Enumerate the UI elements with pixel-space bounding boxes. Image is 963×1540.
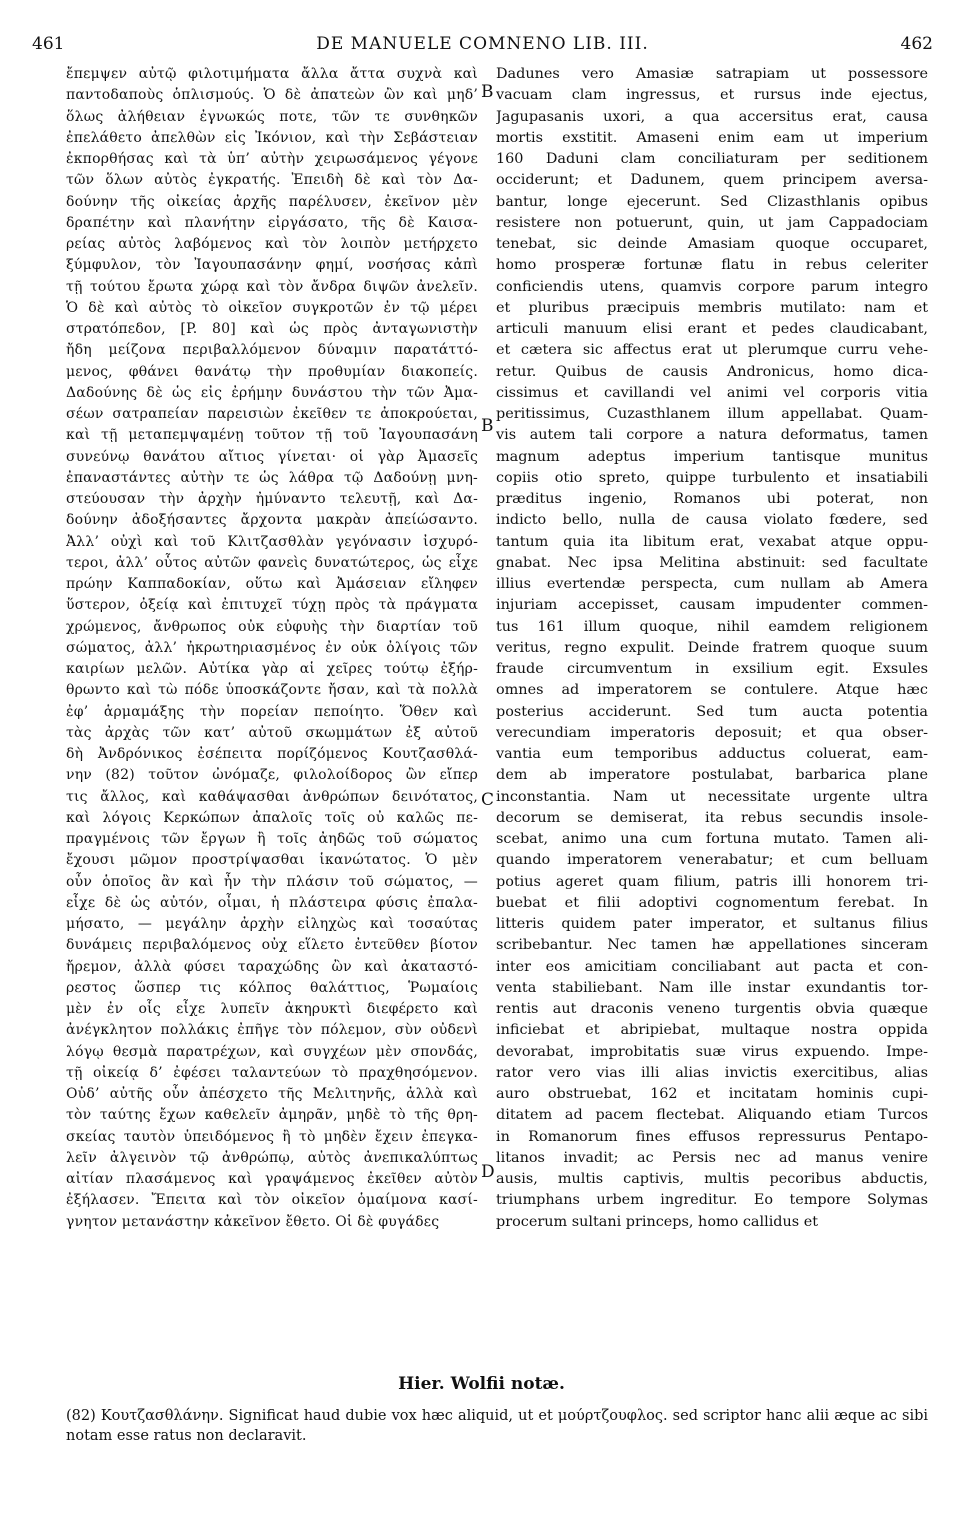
latin-text-line: inficiebat et abripiebat, multaque nostra oppida	[496, 1022, 928, 1039]
greek-text-line: ἔχουσι μῶμον προστρίψασθαι ἱκανώτατος. Ὁ μὲν	[66, 852, 478, 869]
greek-text-line: ἐπαναστάντες αὐτὴν τε ὡς λάθρα τῷ Δαδούνῃ μνη-	[66, 469, 478, 486]
section-marker-d: D	[481, 1162, 495, 1182]
latin-text-line: inter eos amicitiam conciliabant aut pacta et con-	[496, 958, 928, 975]
greek-text-line: θρωντο καὶ τὼ πόδε ὑποσκάζοντε ἤσαν, καὶ τὰ πολλὰ	[66, 682, 478, 699]
greek-text-line: στεύουσαν τὴν ἀρχὴν ἠμύναντο τελευτῇ, καὶ Δα-	[66, 491, 478, 507]
latin-text-line: inconstantia. Nam ut necessitate urgente ultra	[496, 788, 928, 805]
greek-column	[66, 64, 478, 1233]
greek-text-line: μήσατο, — μεγάλην ἀρχὴν εἰληχὼς καὶ τοσαύτας	[66, 916, 478, 932]
latin-text-line: copiis otio spreto, quippe turbulento et insatiabili	[496, 469, 928, 486]
latin-text-line: injuriam accepisset, causam impudenter commen-	[496, 597, 928, 614]
latin-text-line: præditus ingenio, Romanos ubi poterat, non	[496, 491, 928, 507]
greek-text-line: συνεύνῳ θανάτου αἴτιος γίνεται· οἱ γὰρ Ἀμασεῖς	[66, 448, 478, 465]
latin-text-line: vacuam clam ingressus, et rursus inde ejectus,	[496, 87, 928, 104]
latin-text-line: litteris quidem pater imperator, et sultanus filius	[496, 916, 928, 932]
latin-text-line: illius evertendæ perspecta, cum nullam ab Amera	[496, 576, 928, 592]
greek-text-line: ὅλως ἀλήθειαν ἐγνωκώς ποτε, τῶν τε συνθηκῶν	[66, 108, 478, 125]
latin-text-line: peritissimus, Cuzasthlanem illum appellabat. Quam-	[496, 406, 928, 422]
latin-text-line: fraude circumventum in exsilium egit. Exsules	[496, 661, 928, 677]
greek-text-line: τὰς ἀρχὰς τῶν κατ’ αὐτοῦ σκωμμάτων ἐξ αὐτοῦ	[66, 724, 478, 741]
latin-text-line: litanos invadit; ac Persis nec ad manus venire	[496, 1149, 928, 1166]
latin-text-line: occiderunt; et Dadunem, quem principem aversa-	[496, 172, 928, 189]
latin-text-line: tenebat, sic deinde Amasiam quoque occuparet,	[496, 236, 928, 252]
greek-text-line: καὶ λόγοις Κερκώπων ἀπαλοῖς τοῖς οὐ καλῶς πε-	[66, 809, 478, 826]
left-page-number: 461	[32, 34, 65, 54]
section-marker-b: B	[481, 82, 494, 102]
latin-text-line: in Romanorum fines effusos repressurus Pentapo-	[496, 1128, 928, 1145]
greek-text-line: ἐπελάθετο ἀπελθὼν εἰς Ἰκόνιον, καὶ τὴν Σεβάστειαν	[66, 129, 478, 146]
running-title: DE MANUELE COMNENO LIB. III.	[316, 34, 649, 54]
latin-text-line: vis autem tali corpore a natura deformatus, tamen	[496, 427, 928, 444]
greek-text-line: γνητον μετανάστην κἀκεῖνον ἔθετο. Οἱ δὲ φυγάδες	[66, 1213, 440, 1230]
latin-text-line: auro obstruebat, 162 et incitatam hominis cupi-	[496, 1086, 928, 1102]
greek-text-line: ρείας αὐτὸς λαβόμενος καὶ τὸν λοιπὸν μετήρχετο	[66, 236, 478, 252]
latin-text-line: magnum adeptus imperium tantisque munitus	[496, 448, 928, 465]
latin-text-line: et pluribus præcipuis membris mutilato: nam et	[496, 299, 928, 316]
latin-text-line: scebat, animo una cum fortuna mutato. Tamen ali-	[496, 831, 928, 847]
section-marker-b-second: B	[481, 416, 494, 436]
greek-text-line: παντοδαποὺς ὁπλισμούς. Ὁ δὲ ἀπατεὼν ὢν καὶ μηδ’	[66, 87, 478, 104]
greek-text-line: δούνην ἀδοξήσαντες ἄρχοντα μακρὰν ἀπείώσαντο.	[66, 512, 478, 529]
latin-text-line: buebat et filii adoptivi cognomentum ferebat. In	[496, 894, 928, 911]
greek-text-line: δραπέτην καὶ πλανήτην εἰργάσατο, τῆς δὲ Καισα-	[66, 214, 478, 231]
footnote-text: (82) Κουτζασθλάνην. Significat haud dubie vox hæc aliquid, ut et μούρτζουφλος. sed scriptor hanc alii æque ac sibi notam esse ratus non declaravit.	[66, 1408, 928, 1444]
footnote	[66, 1406, 928, 1446]
greek-text-line: ἤρεμον, ἀλλὰ φύσει ταραχώδης ὢν καὶ ἀκαταστό-	[66, 958, 478, 975]
greek-text-line: ἔπεμψεν αὐτῷ φιλοτιμήματα ἄλλα ἄττα συχνὰ καὶ	[66, 66, 478, 82]
latin-text-line: 160 Daduni clam conciliaturam per seditionem	[496, 151, 928, 167]
greek-text-line: πρώην Καππαδοκίαν, οὕτω καὶ Ἀμάσειαν εἴληφεν	[66, 576, 478, 592]
greek-text-line: χρώμενος, ἄνθρωπος οὐκ εὐφυὴς τὴν διαρτίαν τοῦ	[66, 618, 478, 635]
greek-text-line: σέων σατραπείαν παρεισιὼν ἐκεῖθεν τε ἀποκρούεται,	[66, 406, 478, 422]
greek-text-line: σώματος, ἀλλ’ ἠκρωτηριασμένος ἐν οὐκ ὀλίγοις τῶν	[66, 639, 478, 656]
greek-text-line: νην (82) τοῦτον ὠνόμαζε, φιλολοίδορος ὢν εἴπερ	[66, 767, 478, 784]
latin-text-line: bantur, longe ejecerunt. Sed Clizasthlanis opibus	[496, 193, 928, 210]
greek-text-line: οὖν ὁποῖος ἂν καὶ ἦν τὴν πλάσιν τοῦ σώματος, —	[66, 873, 478, 890]
latin-text-line: omnes ad imperatorem se contulere. Atque hæc	[496, 682, 928, 699]
latin-text-line: indicto bello, nulla de causa violato fœdere, sed	[496, 512, 928, 529]
latin-text-line: cissimus et cavillandi vel animi vel corporis vitia	[496, 384, 928, 401]
greek-text-line: καιρίων μελῶν. Αὐτίκα γὰρ αἱ χεῖρες τούτῳ ἐξήρ-	[66, 661, 478, 677]
latin-text-line: triumphans urbem ingreditur. Eo tempore Solymas	[496, 1192, 928, 1209]
greek-text-line: ὕστερον, ὀξείᾳ καὶ ἐπιτυχεῖ τύχῃ πρὸς τὰ πράγματα	[66, 597, 478, 614]
greek-text-line: μὲν ἐν οἷς εἶχε λυπεῖν ἀκηρυκτὶ διεφέρετο καὶ	[66, 1001, 478, 1017]
greek-text-line: Ἀλλ’ οὐχὶ καὶ τοῦ Κλιτζασθλὰν γεγόνασιν ἰσχυρό-	[66, 533, 478, 550]
latin-text-line: tantum quia ita libitum erat, vexabat atque oppu-	[496, 533, 928, 550]
greek-text-line: τὸν ταύτης ἔχων καθελεῖν ἀμηρᾶν, μηδὲ τὸ τῆς θρη-	[66, 1107, 478, 1124]
latin-text-line: dem ab imperatore postulabat, barbarica plane	[496, 767, 928, 784]
greek-text-line: Οὐδ’ αὐτῆς οὖν ἀπέσχετο τῆς Μελιτηνῆς, ἀλλὰ καὶ	[66, 1086, 478, 1102]
greek-text-line: δὴ Ἀνδρόνικος ἐσέπειτα πορίζόμενος Κουτζασθλά-	[66, 746, 478, 762]
greek-text-line: τις ἄλλος, καὶ καθάψασθαι ἀνθρώπων δεινότατος,	[66, 788, 478, 805]
latin-text-line: retur. Quibus de causis Andronicus, homo dica-	[496, 363, 928, 380]
latin-text-line: gnabat. Nec ipsa Melitina abstinuit: sed facultate	[496, 554, 928, 571]
latin-text-line: ditatem ad pacem flectebat. Aliquando etiam Turcos	[496, 1107, 928, 1124]
greek-text-line: τῇ τούτου ἔρωτα χώρᾳ καὶ τὸν ἄνδρα διψῶν ἀνελεῖν.	[66, 278, 478, 295]
greek-text-line: ἐφ’ ἁρμαμάξης τὴν πορείαν πεποίητο. Ὅθεν καὶ	[66, 703, 478, 720]
greek-text-line: ἤδη μείζονα περιβαλλόμενον δύναμιν παρατάττό-	[66, 342, 478, 359]
latin-text-line: veritus, regno expulit. Deinde fratrem quoque suum	[496, 639, 928, 656]
section-marker-c: C	[481, 790, 495, 810]
latin-text-line: resistere non potuerunt, quin, ut jam Cappadociam	[496, 214, 928, 231]
greek-text-line: ἀνέγκλητον πολλάκις ἐπῆγε τὸν πόλεμον, σὺν οὐδενὶ	[66, 1022, 478, 1039]
latin-text-line: articuli manuum elisi erant et pedes claudicabant,	[496, 321, 928, 337]
latin-text-line: homo prosperæ fortunæ flatu in rebus celeriter	[496, 257, 928, 274]
latin-text-line: decorum se demiserat, ita rebus secundis insole-	[496, 809, 928, 826]
latin-text-line: Dadunes vero Amasiæ satrapiam ut possessore	[496, 66, 928, 82]
greek-text-line: δούνην τῆς οἰκείας ἀρχῆς παρέλυσεν, ἐκεῖνον μὲν	[66, 193, 478, 210]
greek-text-line: εἶχε δὲ ὡς αὐτόν, οἶμαι, ἡ πλάστειρα φύσις ἐπαλα-	[66, 894, 478, 911]
greek-text-line: τῇ οἰκείᾳ δ’ ἐφέσει ταλαντεύων τὸ πραχθησόμενον.	[66, 1064, 478, 1081]
greek-text-line: ἐκπορθήσας καὶ τὰ ὑπ’ αὐτὴν χειρωσάμενος γέγονε	[66, 151, 478, 167]
notes-heading: Hier. Wolfii notæ.	[398, 1374, 565, 1394]
greek-text-line: Δαδούνης δὲ ὡς εἰς ἐρήμην δυνάστου τὴν τῶν Ἀμα-	[66, 384, 478, 401]
latin-text-line: scribebantur. Nec tamen hæ appellationes sinceram	[496, 937, 928, 954]
latin-text-line: tus 161 illum quoque, nihil eamdem religionem	[496, 618, 928, 635]
latin-text-line: venta stabiliebant. Nam ille instar exundantis tor-	[496, 979, 928, 996]
greek-text-line: δυνάμεις περιβαλόμενος οὐχ εἵλετο ἐντεῦθεν βίοτον	[66, 937, 478, 954]
greek-text-line: αἰτίαν πλασάμενος καὶ γραψάμενος ἐκεῖθεν αὐτὸν	[66, 1171, 478, 1187]
right-page-number: 462	[900, 34, 933, 54]
latin-text-line: ausis, multis captivis, multis pecoribus abductis,	[496, 1171, 928, 1187]
latin-text-line: devorabat, improbitatis suæ virus expuendo. Impe-	[496, 1043, 928, 1060]
greek-text-line: τεροι, ἀλλ’ οὗτος αὐτῶν φανεὶς δυνατώτερος, ὡς εἶχε	[66, 554, 478, 571]
greek-text-line: Ὁ δὲ καὶ αὐτὸς τὸ οἰκεῖον συγκροτῶν ἐν τῷ μέρει	[66, 299, 478, 316]
latin-text-line: posterius acciderunt. Sed tum aucta potentia	[496, 703, 928, 720]
greek-text-line: λόγῳ θεσμὰ παρατρέχων, καὶ συγχέων μὲν σπονδάς,	[66, 1043, 478, 1060]
greek-text-line: ρεστος ὥσπερ τις κόλπος θαλάττιος, Ῥωμαίοις	[66, 979, 478, 996]
greek-text-line: ξύμφυλον, τὸν Ἰαγουπασάνην φημί, νοσήσας κἀπὶ	[66, 257, 478, 274]
greek-text-line: λεῖν ἀλγεινὸν τῷ ἀνθρώπῳ, αὐτὸς ἀνεπικαλύπτως	[66, 1149, 478, 1166]
greek-text-line: μενος, φθάνει θανάτῳ τὴν προθυμίαν διακοπείς.	[66, 363, 478, 380]
latin-text-line: potius ageret quam filium, patris illi honorem tri-	[496, 873, 928, 890]
greek-text-line: στρατόπεδον, [P. 80] καὶ ὡς πρὸς ἀνταγωνιστὴν	[66, 321, 478, 337]
latin-text-line: rator vero vias illi alias invictis exercitibus, alias	[496, 1064, 928, 1081]
greek-text-line: καὶ τῇ μεταπεμψαμένῃ τοῦτον τῇ τοῦ Ἰαγουπασάνη	[66, 427, 478, 444]
greek-text-line: σκείας ταυτὸν ὑπειδόμενος ἢ τὸ μηδὲν ἔχειν ἐπεγκα-	[66, 1128, 478, 1145]
greek-text-line: πραγμένοις τῶν ἔργων ἢ τοῖς ἀηδῶς τοῦ σώματος	[66, 831, 478, 847]
latin-text-line: mortis exstitit. Amaseni enim eam ut imperium	[496, 129, 928, 146]
latin-text-line: conficiendis utens, quamvis corpore parum integro	[496, 278, 928, 295]
latin-text-line: et cætera sic affectus erat ut plerumque curru vehe-	[496, 342, 928, 359]
latin-text-line: procerum sultani princeps, homo callidus et	[496, 1213, 819, 1230]
latin-text-line: quando imperatorem venerabatur; et cum belluam	[496, 852, 928, 869]
page-header	[32, 34, 933, 56]
greek-text-line: τῶν ὅλων αὐτὸς ἐγκρατής. Ἐπειδὴ δὲ καὶ τὸν Δα-	[66, 172, 478, 189]
latin-column	[496, 64, 928, 1233]
latin-text-line: Jagupasanis uxori, a qua accersitus erat, causa	[496, 108, 928, 125]
latin-text-line: rentis aut draconis veneno turgentis obvia quæque	[496, 1001, 928, 1017]
latin-text-line: verecundiam imperatoris deposuit; et qua obser-	[496, 724, 928, 741]
greek-text-line: ἐξήλασεν. Ἔπειτα καὶ τὸν οἰκεῖον ὁμαίμονα κασί-	[66, 1192, 478, 1209]
latin-text-line: vantia eum temporibus adductus coluerat, eam-	[496, 746, 928, 762]
